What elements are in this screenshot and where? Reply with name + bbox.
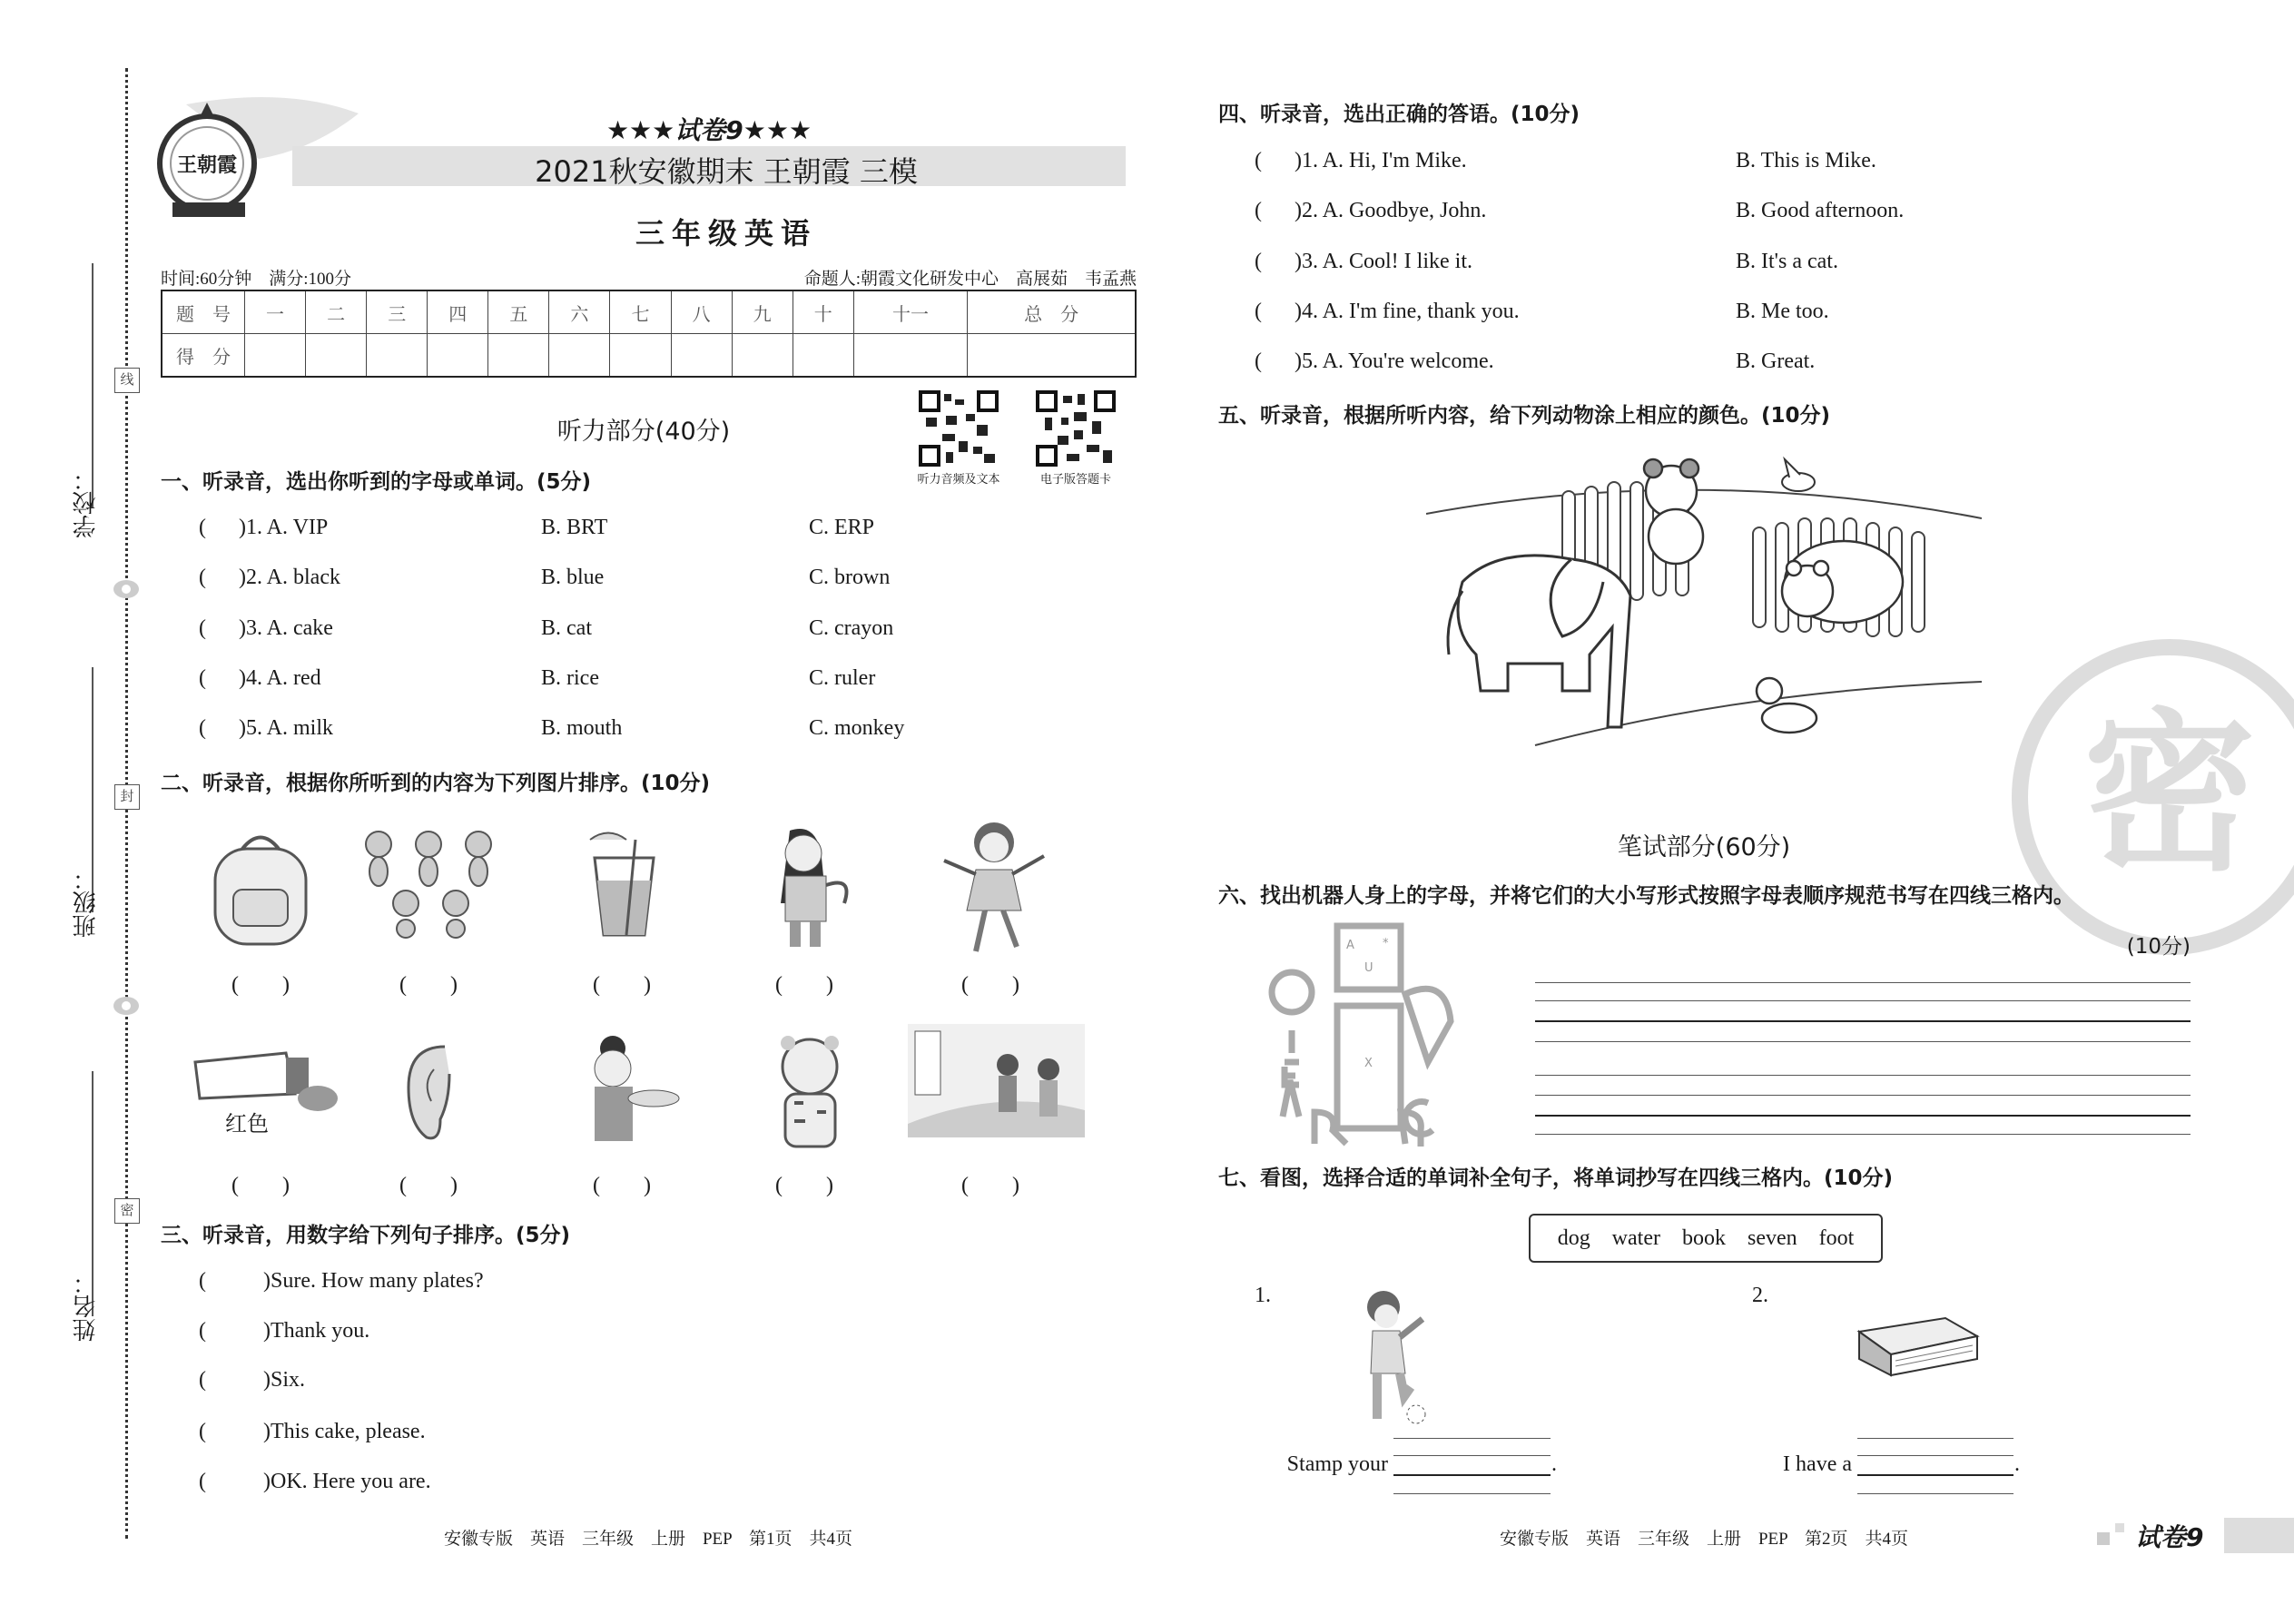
juice-glass-picture — [572, 822, 672, 940]
answer-blank[interactable]: ( — [199, 616, 206, 640]
svg-text:王朝霞: 王朝霞 — [176, 153, 238, 177]
four-line-grid[interactable] — [1535, 1075, 2191, 1076]
option-a: )4. A. red — [239, 666, 321, 690]
option-a: )1. A. Hi, I'm Mike. — [1295, 149, 1467, 172]
question-1-text: Stamp your — [1286, 1452, 1388, 1476]
listening-section-title: 听力部分(40分) — [556, 418, 731, 446]
footer-left: 安徽专版 英语 三年级 上册 PEP 第1页 共4页 — [443, 1530, 853, 1549]
backpack-picture — [202, 826, 320, 953]
school-label: 学校： — [73, 468, 100, 538]
score-cell[interactable] — [549, 334, 610, 378]
score-row-label: 得 分 — [162, 334, 245, 378]
sentence-item: )Thank you. — [263, 1319, 370, 1343]
four-line-grid[interactable] — [1535, 1095, 2191, 1096]
score-cell[interactable] — [610, 334, 671, 378]
table-header-cell: 十一 — [853, 290, 967, 334]
option-b: B. Good afternoon. — [1736, 199, 1905, 222]
fold-label-line: 线 — [114, 368, 140, 393]
time-info: 时间:60分钟 满分:100分 — [161, 270, 352, 289]
answer-blank[interactable]: ( ) — [231, 973, 290, 997]
option-c: C. brown — [809, 566, 891, 589]
tiger-picture — [763, 1030, 862, 1153]
question-2-text: I have a — [1783, 1452, 1852, 1476]
section-2-title: 二、听录音，根据你所听到的内容为下列图片排序。(10分) — [161, 772, 711, 795]
answer-blank[interactable]: ( — [199, 666, 206, 690]
score-cell[interactable] — [793, 334, 853, 378]
option-b: B. Me too. — [1736, 300, 1829, 323]
option-b: B. cat — [541, 616, 592, 640]
score-cell[interactable] — [428, 334, 488, 378]
svg-text:*: * — [1383, 937, 1389, 950]
score-cell[interactable] — [245, 334, 306, 378]
table-row — [162, 334, 1136, 378]
school-scene-picture — [908, 1024, 1085, 1137]
option-b: B. It's a cat. — [1736, 250, 1838, 273]
section-1-title: 一、听录音，选出你听到的字母或单词。(5分) — [161, 470, 592, 494]
table-header-cell: 总 分 — [968, 290, 1136, 334]
option-b: B. BRT — [541, 516, 608, 539]
answer-blank[interactable]: ( ) — [775, 973, 833, 997]
table-header-cell: 六 — [549, 290, 610, 334]
answer-blank[interactable]: ( — [1255, 250, 1262, 273]
option-c: C. crayon — [809, 616, 894, 640]
zoo-animals-picture — [1426, 446, 1982, 754]
option-a: )3. A. Cool! I like it. — [1295, 250, 1472, 273]
monkeys-picture — [356, 822, 501, 940]
four-line-grid[interactable] — [1535, 1041, 2191, 1042]
table-header-cell: 五 — [488, 290, 549, 334]
answer-blank[interactable]: ( — [199, 516, 206, 539]
table-header-cell: 九 — [732, 290, 793, 334]
answer-blank[interactable]: ( — [1255, 199, 1262, 222]
four-line-grid[interactable] — [1857, 1455, 2013, 1456]
ear-picture — [399, 1038, 463, 1147]
svg-text:X: X — [1364, 1057, 1373, 1070]
score-cell[interactable] — [367, 334, 428, 378]
sentence-item: )OK. Here you are. — [263, 1470, 431, 1493]
qr-code-answer-card[interactable] — [1036, 390, 1116, 467]
robot-letters-picture — [1265, 921, 1469, 1153]
table-header-cell: 四 — [428, 290, 488, 334]
authors: 命题人:朝霞文化研发中心 高展茹 韦孟燕 — [803, 270, 1137, 289]
fold-label-seal: 封 — [114, 784, 140, 810]
answer-blank[interactable]: ( — [199, 1319, 206, 1343]
option-a: )5. A. You're welcome. — [1295, 349, 1494, 373]
dancing-girl-picture — [935, 815, 1053, 956]
sentence-item: )Sure. How many plates? — [263, 1269, 484, 1293]
option-a: )1. A. VIP — [239, 516, 329, 539]
table-header-cell: 二 — [306, 290, 367, 334]
section-4-title: 四、听录音，选出正确的答语。(10分) — [1218, 103, 1580, 126]
answer-blank[interactable]: ( — [1255, 149, 1262, 172]
table-header-cell: 题 号 — [162, 290, 245, 334]
section-7-title: 七、看图，选择合适的单词补全句子，将单词抄写在四线三格内。(10分) — [1218, 1166, 1894, 1190]
elephant — [1448, 556, 1630, 727]
table-row — [162, 290, 1136, 334]
option-a: )2. A. Goodbye, John. — [1295, 199, 1487, 222]
book-picture — [1855, 1314, 1982, 1377]
table-header-cell: 七 — [610, 290, 671, 334]
answer-blank[interactable]: ( ) — [775, 1174, 833, 1197]
question-1-number: 1. — [1255, 1284, 1271, 1307]
period: . — [1551, 1452, 1557, 1476]
option-a: )2. A. black — [239, 566, 340, 589]
boy-stamping-foot-picture — [1345, 1287, 1445, 1428]
qr-label-answer-card: 电子版答题卡 — [1039, 472, 1112, 486]
section-5-title: 五、听录音，根据所听内容，给下列动物涂上相应的颜色。(10分) — [1218, 404, 1831, 428]
bird — [1782, 459, 1815, 491]
svg-text:U: U — [1364, 961, 1373, 975]
qr-code-audio[interactable] — [919, 390, 999, 467]
question-2-number: 2. — [1752, 1284, 1768, 1307]
option-c: C. ERP — [809, 516, 875, 539]
score-cell[interactable] — [968, 334, 1136, 378]
answer-blank[interactable]: ( — [199, 1269, 206, 1293]
duck — [1757, 678, 1816, 733]
four-line-grid[interactable] — [1857, 1438, 2013, 1439]
option-a: )5. A. milk — [239, 716, 334, 740]
scissors-icon — [112, 994, 141, 1018]
section-3-title: 三、听录音，用数字给下列句子排序。(5分) — [161, 1224, 571, 1247]
score-cell[interactable] — [853, 334, 967, 378]
girl-with-plate-picture — [563, 1030, 681, 1153]
paper-number: ★★★试卷9★★★ — [605, 115, 812, 145]
table-header-cell: 一 — [245, 290, 306, 334]
four-line-grid[interactable] — [1535, 1020, 2191, 1022]
sentence-item: )Six. — [263, 1368, 306, 1392]
option-b: B. rice — [541, 666, 599, 690]
four-line-grid[interactable] — [1535, 1115, 2191, 1117]
answer-blank[interactable]: ( ) — [399, 1174, 458, 1197]
answer-blank[interactable]: ( ) — [231, 1174, 290, 1197]
writing-section-title: 笔试部分(60分) — [1617, 833, 1791, 861]
score-cell[interactable] — [306, 334, 367, 378]
fold-label-secret: 密 — [114, 1198, 140, 1224]
four-line-grid[interactable] — [1535, 1000, 2191, 1001]
answer-blank[interactable]: ( ) — [961, 1174, 1019, 1197]
option-a: )4. A. I'm fine, thank you. — [1295, 300, 1520, 323]
four-line-grid[interactable] — [1535, 1134, 2191, 1135]
table-header-cell: 八 — [671, 290, 732, 334]
four-line-grid[interactable] — [1535, 982, 2191, 983]
option-c: C. ruler — [809, 666, 876, 690]
section-6-score: (10分) — [2126, 935, 2191, 959]
tab-decoration — [2224, 1518, 2294, 1553]
answer-blank[interactable]: ( — [199, 1368, 206, 1392]
four-line-grid[interactable] — [1857, 1493, 2013, 1494]
option-b: B. This is Mike. — [1736, 149, 1876, 172]
sentence-item: )This cake, please. — [263, 1420, 426, 1443]
table-header-cell: 三 — [367, 290, 428, 334]
four-line-grid[interactable] — [1393, 1493, 1551, 1494]
paint-color-label: 红色 — [225, 1113, 269, 1137]
answer-blank[interactable]: ( — [199, 566, 206, 589]
score-cell[interactable] — [488, 334, 549, 378]
paper-tab: 试卷9 — [2135, 1522, 2204, 1552]
bear — [1782, 541, 1903, 623]
exam-title: 2021秋安徽期末 王朝霞 三模 — [535, 154, 918, 189]
answer-line-2[interactable] — [1857, 1474, 2013, 1476]
answer-blank[interactable]: ( — [1255, 349, 1262, 373]
answer-blank[interactable]: ( ) — [593, 973, 651, 997]
score-cell[interactable] — [671, 334, 732, 378]
score-cell[interactable] — [732, 334, 793, 378]
tab-decoration — [2115, 1523, 2124, 1532]
four-line-grid[interactable] — [1393, 1438, 1551, 1439]
svg-text:A: A — [1346, 939, 1354, 952]
answer-blank[interactable]: ( ) — [961, 973, 1019, 997]
period: . — [2014, 1452, 2020, 1476]
word-bank: dog water book seven foot — [1529, 1214, 1883, 1263]
name-label: 姓名： — [73, 1271, 100, 1342]
option-b: B. Great. — [1736, 349, 1816, 373]
score-table — [161, 290, 1137, 378]
answer-blank[interactable]: ( ) — [399, 973, 458, 997]
subject-title: 三年级英语 — [635, 216, 818, 251]
answer-blank[interactable]: ( — [199, 716, 206, 740]
option-a: )3. A. cake — [239, 616, 333, 640]
girl-picture — [753, 822, 862, 949]
answer-blank[interactable]: ( — [199, 1420, 206, 1443]
table-header-cell: 十 — [793, 290, 853, 334]
section-6-title: 六、找出机器人身上的字母，并将它们的大小写形式按照字母表顺序规范书写在四线三格内。 — [1218, 884, 2074, 908]
answer-blank[interactable]: ( — [1255, 300, 1262, 323]
seal-watermark — [2011, 635, 2294, 962]
scissors-icon — [112, 577, 141, 601]
four-line-grid[interactable] — [1393, 1455, 1551, 1456]
option-b: B. blue — [541, 566, 605, 589]
answer-blank[interactable]: ( ) — [593, 1174, 651, 1197]
tab-decoration — [2097, 1532, 2110, 1545]
class-label: 班级： — [73, 867, 100, 938]
watermark-glyph: 密 — [2082, 694, 2257, 894]
option-c: C. monkey — [809, 716, 905, 740]
footer-right: 安徽专版 英语 三年级 上册 PEP 第2页 共4页 — [1499, 1530, 1909, 1549]
option-b: B. mouth — [541, 716, 623, 740]
qr-label-audio: 听力音频及文本 — [917, 472, 1000, 486]
answer-blank[interactable]: ( — [199, 1470, 206, 1493]
answer-line-1[interactable] — [1393, 1474, 1551, 1476]
